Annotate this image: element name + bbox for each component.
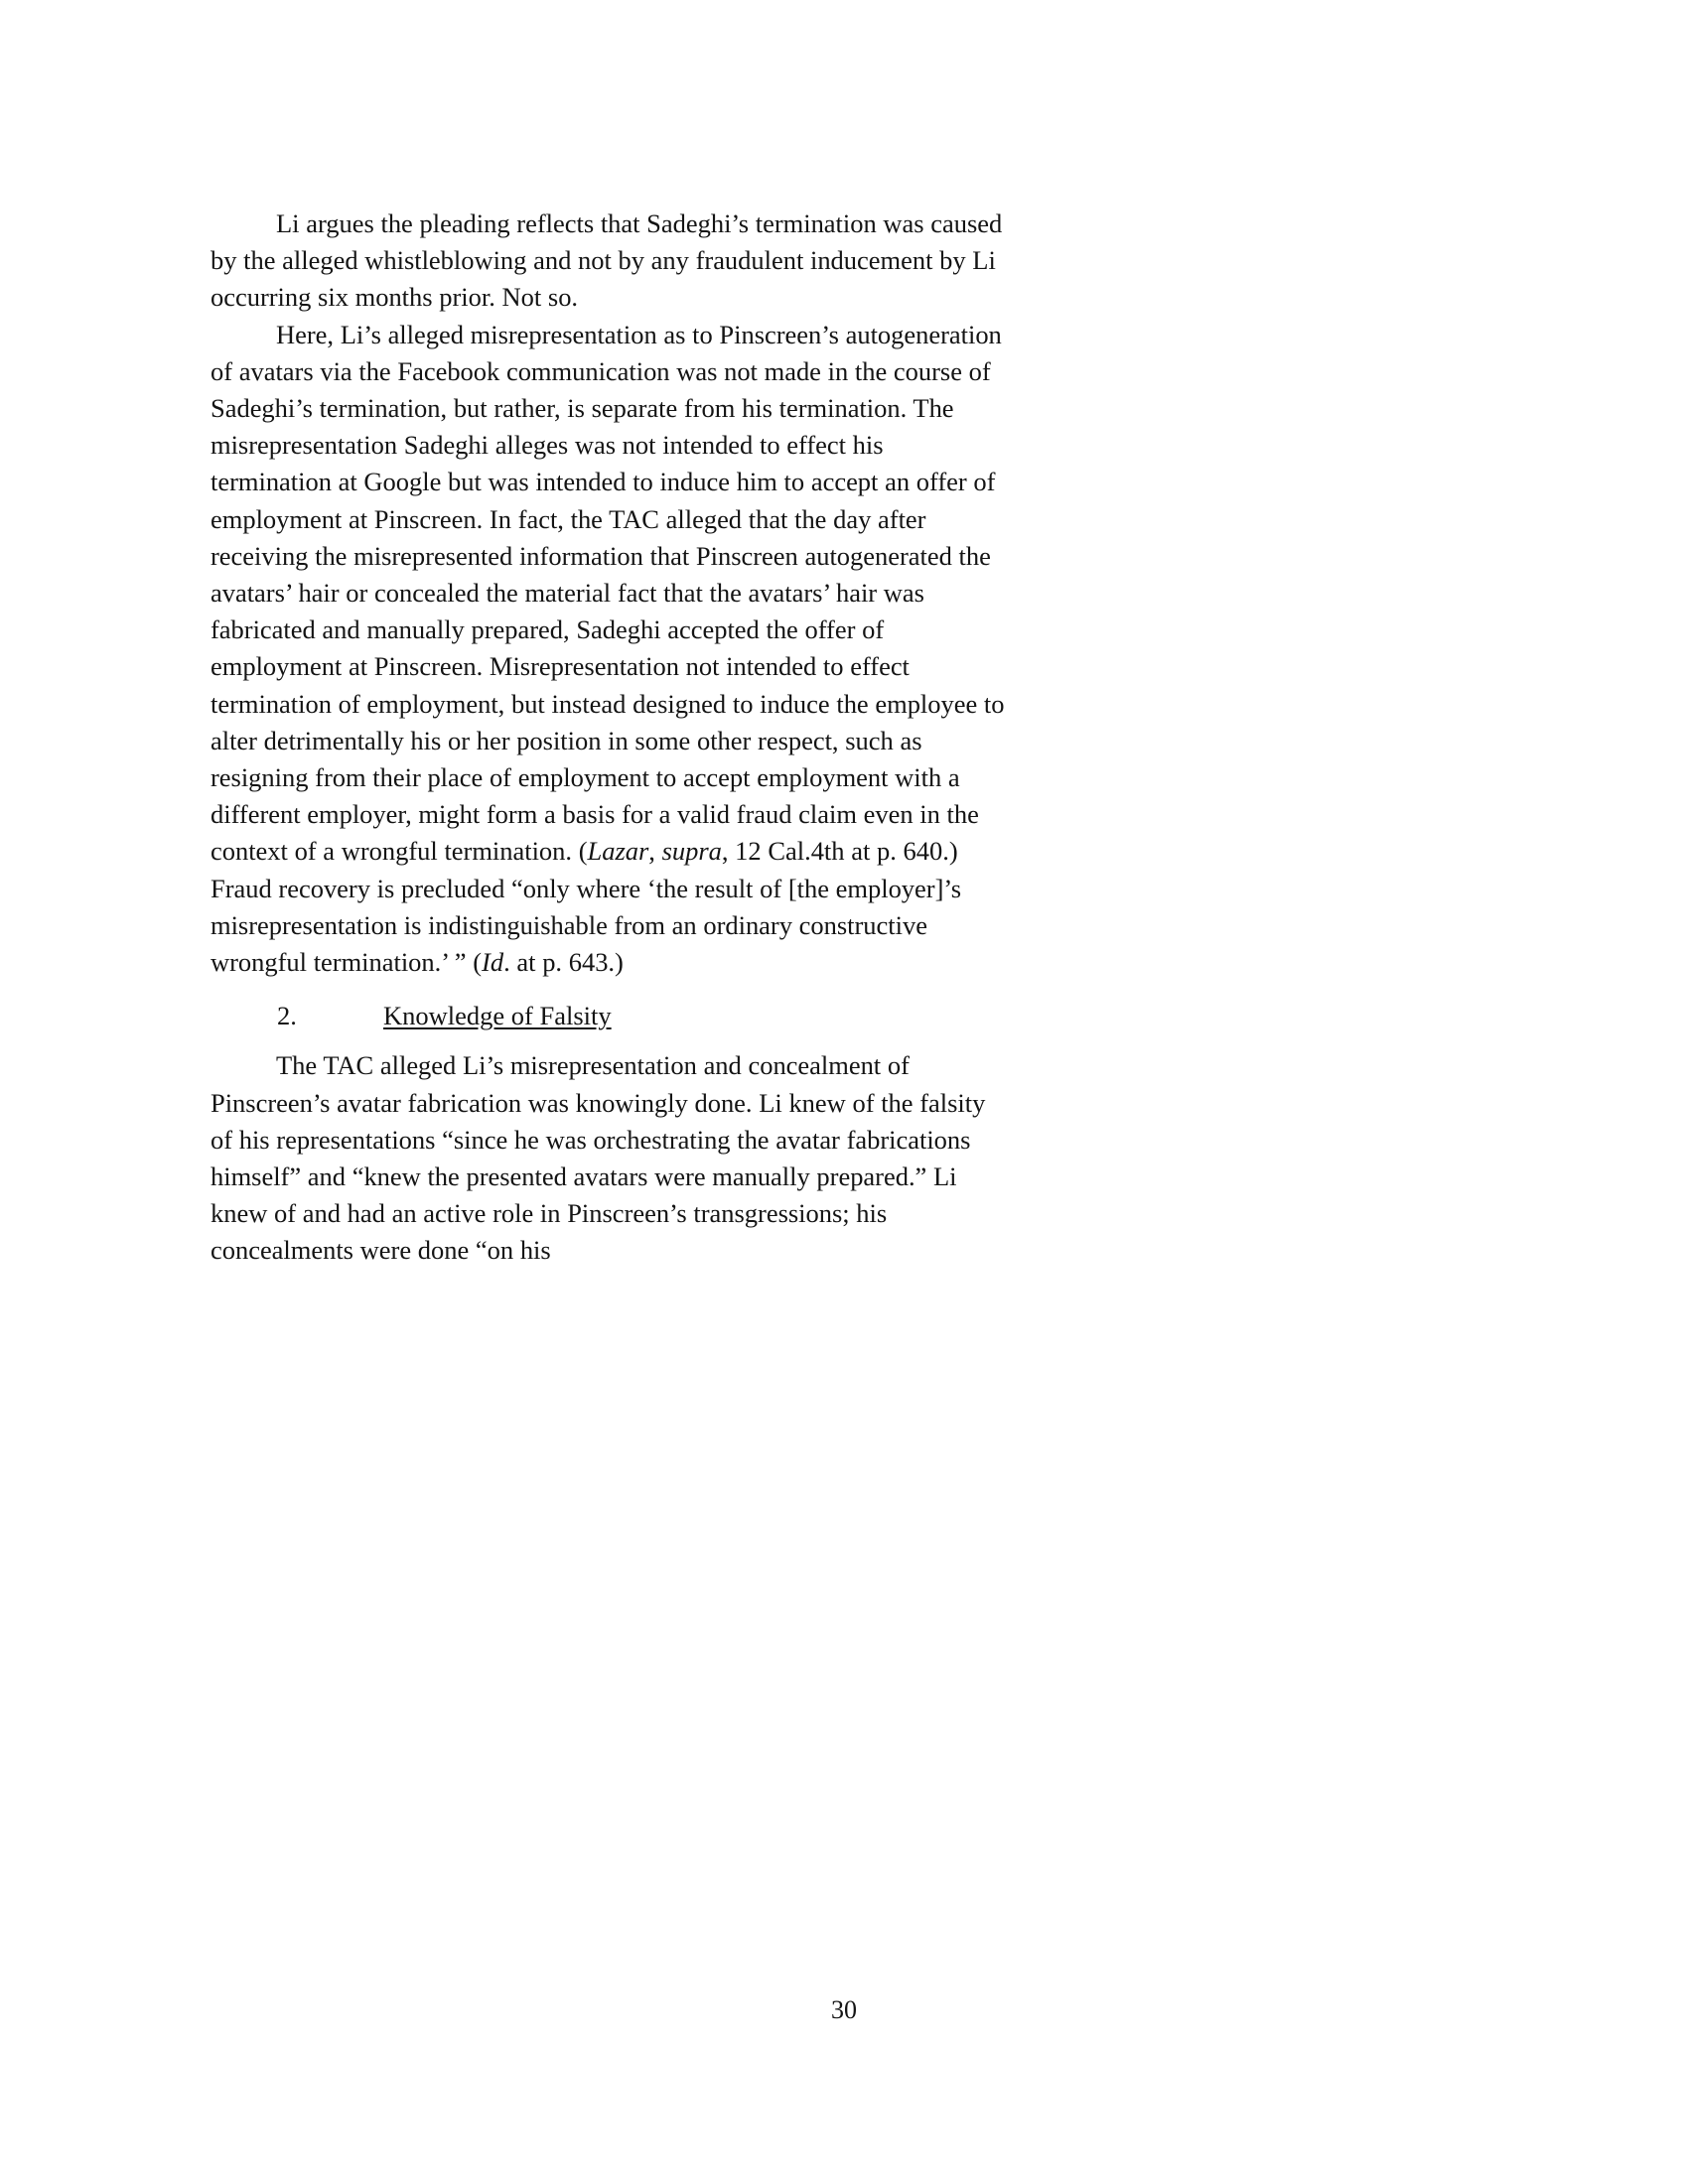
section-heading-2 [211, 998, 1005, 1034]
cite-id: Id [482, 947, 504, 978]
paragraph-2-segment-4: , 12 Cal.4th at p. 640.) Fraud recovery is precluded “only where ‘the result of [the employer]’s misrepresentation is indistinguishable from an ordinary constructive wrongful termination.’ ” ( [211, 836, 962, 978]
paragraph-2 [211, 317, 1005, 982]
paragraph-2-segment-0: Here, Li’s alleged misrepresentation as to Pinscreen’s autogeneration of avatars via the Facebook communication was not made in the course of Sadeghi’s termination, but rather, is separate from his termination. The misrepresentation Sadeghi alleges was not intended to effect his termination at Google but was intended to induce him to accept an offer of employment at Pinscreen. In fact, the TAC alleged that the day after receiving the misrepresented information that Pinscreen autogenerated the avatars’ hair or concealed the material fact that the avatars’ hair was fabricated and manually prepared, Sadeghi accepted the offer of employment at Pinscreen. Misrepresentation not intended to effect termination of employment, but instead designed to induce the employee to alter detrimentally his or her position in some other respect, such as resigning from their place of employment to accept employment with a different employer, might form a basis for a valid fraud claim even in the context of a wrongful termination. ( [211, 319, 1005, 867]
page-body [211, 205, 1005, 1270]
cite-supra: supra [661, 836, 722, 867]
paragraph-2-segment-2: , [648, 836, 662, 867]
paragraph-1 [211, 205, 1005, 317]
paragraph-3 [211, 1047, 1005, 1269]
paragraph-3-text: The TAC alleged Li’s misrepresentation and concealment of Pinscreen’s avatar fabrication was knowingly done. Li knew of the falsity of his representations “since he was orchestrating the avatar fabrications himself” and “knew the presented avatars were manually prepared.” Li knew of and had an active role in Pinscreen’s transgressions; his concealments were done “on his [211, 1050, 986, 1266]
section-heading-title: Knowledge of Falsity [383, 1001, 612, 1031]
case-name-lazar: Lazar [587, 836, 649, 867]
section-heading-number: 2. [277, 1001, 297, 1031]
paragraph-2-segment-6: . at p. 643.) [503, 947, 624, 978]
page-number: 30 [831, 1995, 857, 2024]
paragraph-1-text: Li argues the pleading reflects that Sadeghi’s termination was caused by the alleged whistleblowing and not by any fraudulent inducement by Li occurring six months prior. Not so. [211, 208, 1003, 313]
